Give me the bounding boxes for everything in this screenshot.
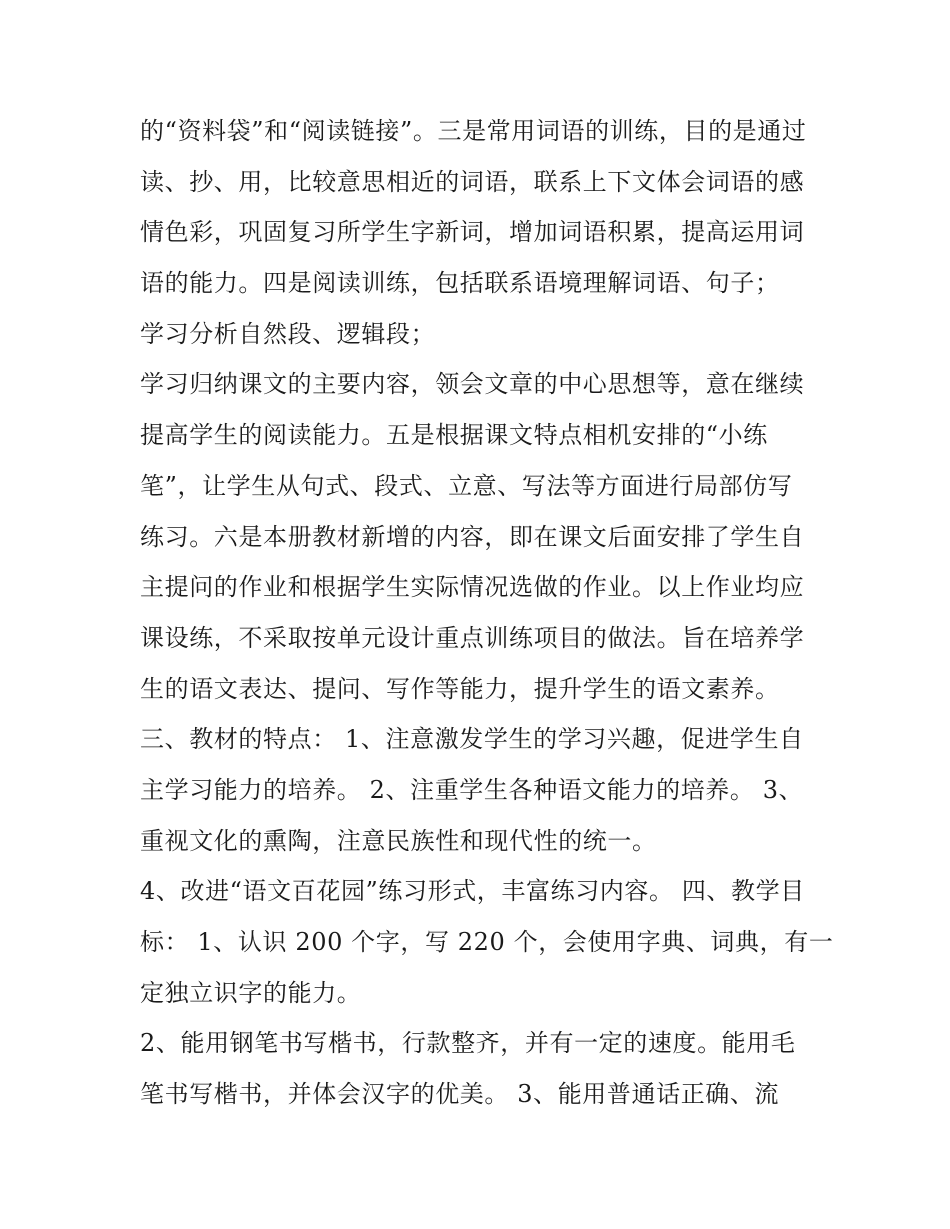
- text-line-2: 读、抄、用，比较意思相近的词语，联系上下文体会词语的感: [140, 167, 805, 196]
- text-line-1: 的“资料袋”和“阅读链接”。三是常用词语的训练，目的是通过: [140, 117, 807, 145]
- text-line-13: 三、教材的特点： 1、注意激发学生的学习兴趣，促进学生自: [140, 725, 804, 754]
- text-line-3: 情色彩，巩固复习所学生字新词，增加词语积累，提高运用词: [140, 218, 805, 247]
- text-line-10: 主提问的作业和根据学生实际情况选做的作业。以上作业均应: [140, 573, 805, 602]
- text-line-14: 主学习能力的培养。 2、注重学生各种语文能力的培养。 3、: [140, 775, 804, 804]
- text-line-17: 标： 1、认识 200 个字，写 220 个，会使用字典、词典，有一: [140, 928, 834, 956]
- text-line-12: 生的语文表达、提问、写作等能力，提升学生的语文素养。: [140, 674, 780, 703]
- text-line-11: 课设练，不采取按单元设计重点训练项目的做法。旨在培养学: [140, 623, 805, 652]
- text-line-20: 笔书写楷书，并体会汉字的优美。 3、能用普通话正确、流: [140, 1080, 780, 1109]
- text-line-7: 提高学生的阅读能力。五是根据课文特点相机安排的“小练: [140, 421, 768, 450]
- text-line-4: 语的能力。四是阅读训练，包括联系语境理解词语、句子；: [140, 269, 780, 298]
- text-line-5: 学习分析自然段、逻辑段；: [140, 319, 436, 348]
- text-line-6: 学习归纳课文的主要内容，领会文章的中心思想等，意在继续: [140, 370, 805, 399]
- text-line-9: 练习。六是本册教材新增的内容，即在课文后面安排了学生自: [140, 522, 805, 551]
- text-line-19: 2、能用钢笔书写楷书，行款整齐，并有一定的速度。能用毛: [140, 1029, 796, 1058]
- document-body: [140, 106, 834, 1120]
- text-line-8: 笔”，让学生从句式、段式、立意、写法等方面进行局部仿写: [140, 471, 793, 500]
- text-line-18: 定独立识字的能力。: [140, 978, 362, 1007]
- text-line-16: 4、改进“语文百花园”练习形式，丰富练习内容。 四、教学目: [140, 877, 805, 906]
- text-line-15: 重视文化的熏陶，注意民族性和现代性的统一。: [140, 826, 657, 855]
